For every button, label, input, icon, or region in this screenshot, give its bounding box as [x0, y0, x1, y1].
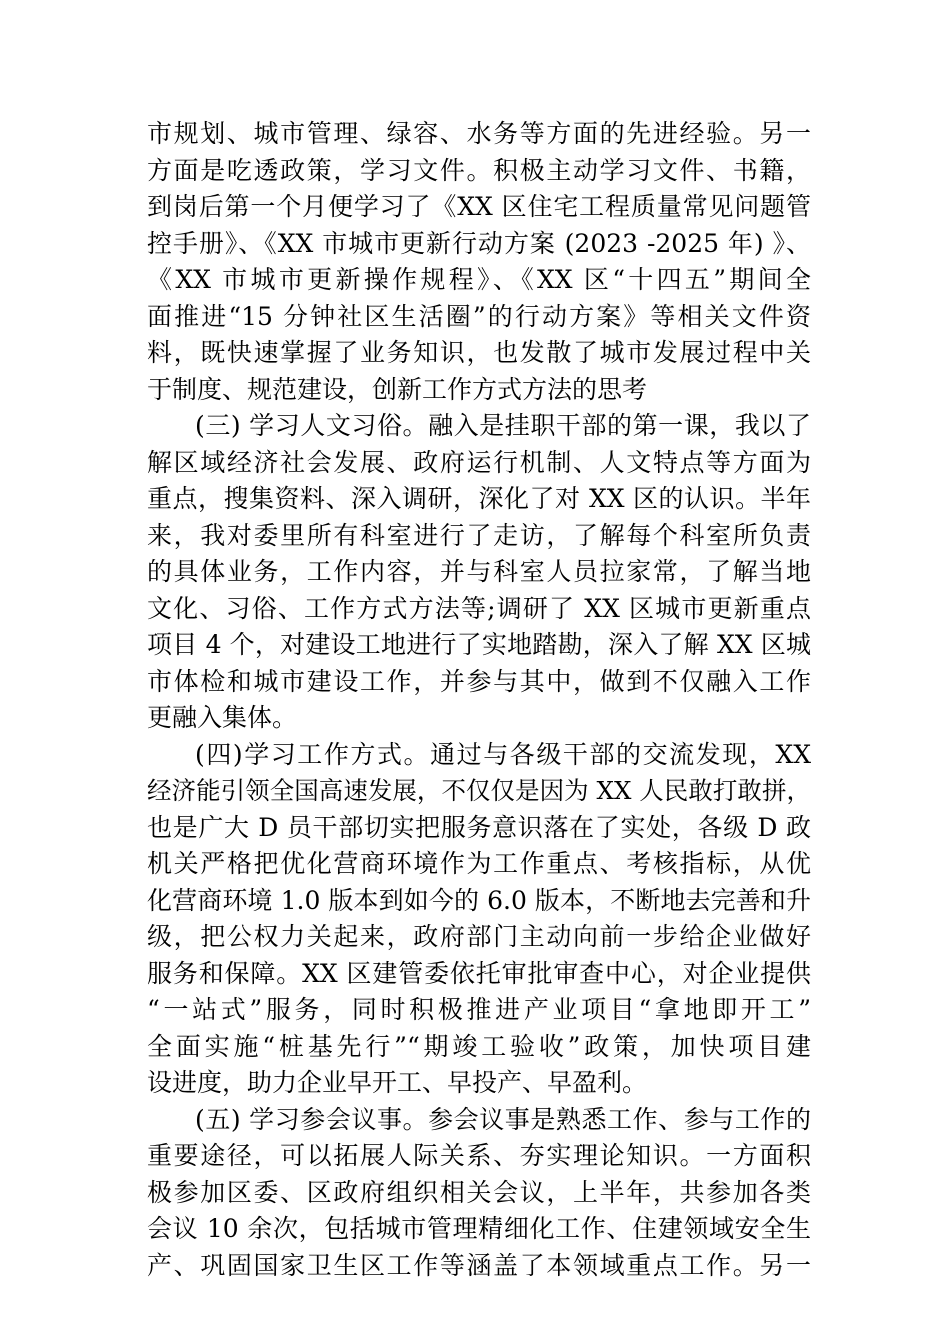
- text-line: 重点，搜集资料、深入调研，深化了对 XX 区的认识。半年: [147, 484, 811, 513]
- text-line: 面推进“15 分钟社区生活圈”的行动方案》等相关文件资: [147, 301, 811, 331]
- text-line: 极参加区委、区政府组织相关会议，上半年，共参加各类: [147, 1177, 811, 1207]
- paragraph-heading-line: (三) 学习人文习俗。融入是挂职干部的第一课，我以了: [195, 411, 811, 440]
- text-line: 服务和保障。XX 区建管委依托审批审查中心，对企业提供: [147, 958, 811, 988]
- text-line: 的具体业务，工作内容，并与科室人员拉家常，了解当地: [147, 557, 811, 586]
- text-line: 级，把公权力关起来，政府部门主动向前一步给企业做好: [147, 922, 811, 951]
- text-line: 文化、习俗、工作方式方法等;调研了 XX 区城市更新重点: [147, 593, 811, 623]
- text-line: 机关严格把优化营商环境作为工作重点、考核指标，从优: [147, 849, 811, 878]
- text-line: 《XX 市城市更新操作规程》、《XX 区“十四五”期间全: [147, 265, 811, 294]
- paragraph-heading-line: (五) 学习参会议事。参会议事是熟悉工作、参与工作的: [195, 1104, 811, 1134]
- text-line: “一站式”服务，同时积极推进产业项目“拿地即开工”: [147, 995, 811, 1024]
- text-line: 于制度、规范建设，创新工作方式方法的思考: [147, 374, 648, 404]
- text-line: 市体检和城市建设工作，并参与其中，做到不仅融入工作: [147, 666, 811, 696]
- text-line: 产、巩固国家卫生区工作等涵盖了本领域重点工作。另一: [147, 1250, 811, 1280]
- paragraph-heading-line: (四)学习工作方式。通过与各级干部的交流发现，XX: [195, 739, 811, 769]
- text-line: 到岗后第一个月便学习了《XX 区住宅工程质量常见问题管: [147, 192, 811, 221]
- text-line: 更融入集体。: [147, 703, 298, 732]
- text-line: 解区域经济社会发展、政府运行机制、人文特点等方面为: [147, 447, 811, 477]
- text-line: 化营商环境 1.0 版本到如今的 6.0 版本，不断地去完善和升: [147, 885, 811, 915]
- text-line: 经济能引领全国高速发展，不仅仅是因为 XX 人民敢打敢拼，: [147, 776, 811, 805]
- document-body: [147, 116, 811, 1284]
- text-line: 设进度，助力企业早开工、早投产、早盈利。: [147, 1068, 648, 1097]
- text-line: 方面是吃透政策，学习文件。积极主动学习文件、书籍，: [147, 155, 811, 185]
- text-line: 市规划、城市管理、绿容、水务等方面的先进经验。另一: [147, 119, 811, 148]
- text-line: 重要途径，可以拓展人际关系、夯实理论知识。一方面积: [147, 1141, 811, 1170]
- text-line: 控手册》、《XX 市城市更新行动方案 (2023 -2025 年) 》、: [147, 228, 811, 258]
- text-line: 会议 10 余次，包括城市管理精细化工作、住建领域安全生: [147, 1214, 811, 1243]
- text-line: 料，既快速掌握了业务知识，也发散了城市发展过程中关: [147, 338, 811, 367]
- text-line: 也是广大 D 员干部切实把服务意识落在了实处，各级 D 政: [147, 812, 811, 842]
- text-line: 全面实施“桩基先行”“期竣工验收”政策，加快项目建: [147, 1031, 811, 1061]
- text-line: 项目 4 个，对建设工地进行了实地踏勘，深入了解 XX 区城: [147, 630, 811, 659]
- text-line: 来，我对委里所有科室进行了走访，了解每个科室所负责: [147, 520, 811, 550]
